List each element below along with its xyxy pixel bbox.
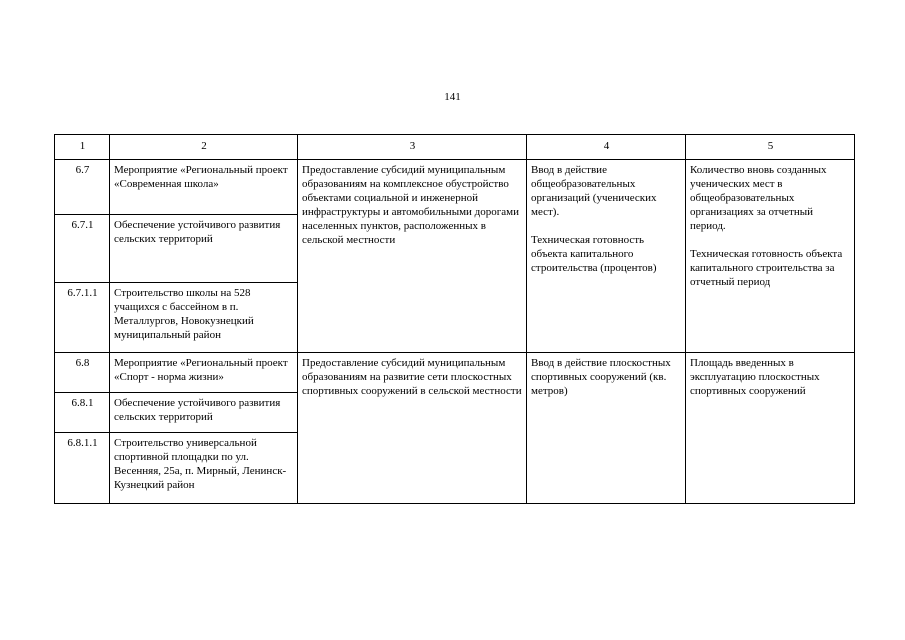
item-number: 6.8.1.1 [55, 433, 110, 504]
measure-description: Предоставление субсидий муниципальным образованиям на комплексное обустройство объектами социальной и инженерной инфраструктуры и автомобильными дорогами населенных пунктов, расположенных в сельской местности [298, 160, 527, 353]
header-cell: 2 [110, 135, 298, 160]
indicator-text: Техническая готовность объекта капитального строительства (процентов) [531, 234, 657, 274]
table-row [55, 353, 855, 393]
measures-table [54, 134, 855, 504]
header-cell: 5 [686, 135, 855, 160]
indicator-definition-text: Площадь введенных в эксплуатацию плоскостных спортивных сооружений [686, 353, 855, 504]
indicator-cell [527, 160, 686, 353]
header-cell: 3 [298, 135, 527, 160]
header-cell: 1 [55, 135, 110, 160]
item-number: 6.7 [55, 160, 110, 215]
item-description: Строительство школы на 528 учащихся с бассейном в п. Металлургов, Новокузнецкий муниципальный район [110, 283, 298, 353]
table-header-row [55, 135, 855, 160]
item-description: Мероприятие «Региональный проект «Современная школа» [110, 160, 298, 215]
indicator-definition-cell [686, 160, 855, 353]
item-description: Строительство универсальной спортивной площадки по ул. Весенняя, 25а, п. Мирный, Ленинск-Кузнецкий район [110, 433, 298, 504]
indicator-text: Ввод в действие общеобразовательных организаций (ученических мест). [531, 164, 657, 218]
indicator-text: Ввод в действие плоскостных спортивных сооружений (кв. метров) [527, 353, 686, 504]
item-description: Обеспечение устойчивого развития сельских территорий [110, 393, 298, 433]
item-number: 6.8 [55, 353, 110, 393]
header-cell: 4 [527, 135, 686, 160]
item-number: 6.7.1 [55, 215, 110, 283]
table-row [55, 160, 855, 215]
item-description: Обеспечение устойчивого развития сельских территорий [110, 215, 298, 283]
measure-description: Предоставление субсидий муниципальным образованиям на развитие сети плоскостных спортивных сооружений в сельской местности [298, 353, 527, 504]
indicator-definition-text: Количество вновь созданных ученических мест в общеобразовательных организациях за отчетный период. [690, 164, 827, 232]
item-number: 6.7.1.1 [55, 283, 110, 353]
item-number: 6.8.1 [55, 393, 110, 433]
indicator-definition-text: Техническая готовность объекта капитального строительства за отчетный период [690, 248, 843, 288]
item-description: Мероприятие «Региональный проект «Спорт - норма жизни» [110, 353, 298, 393]
page-number: 141 [444, 91, 461, 103]
